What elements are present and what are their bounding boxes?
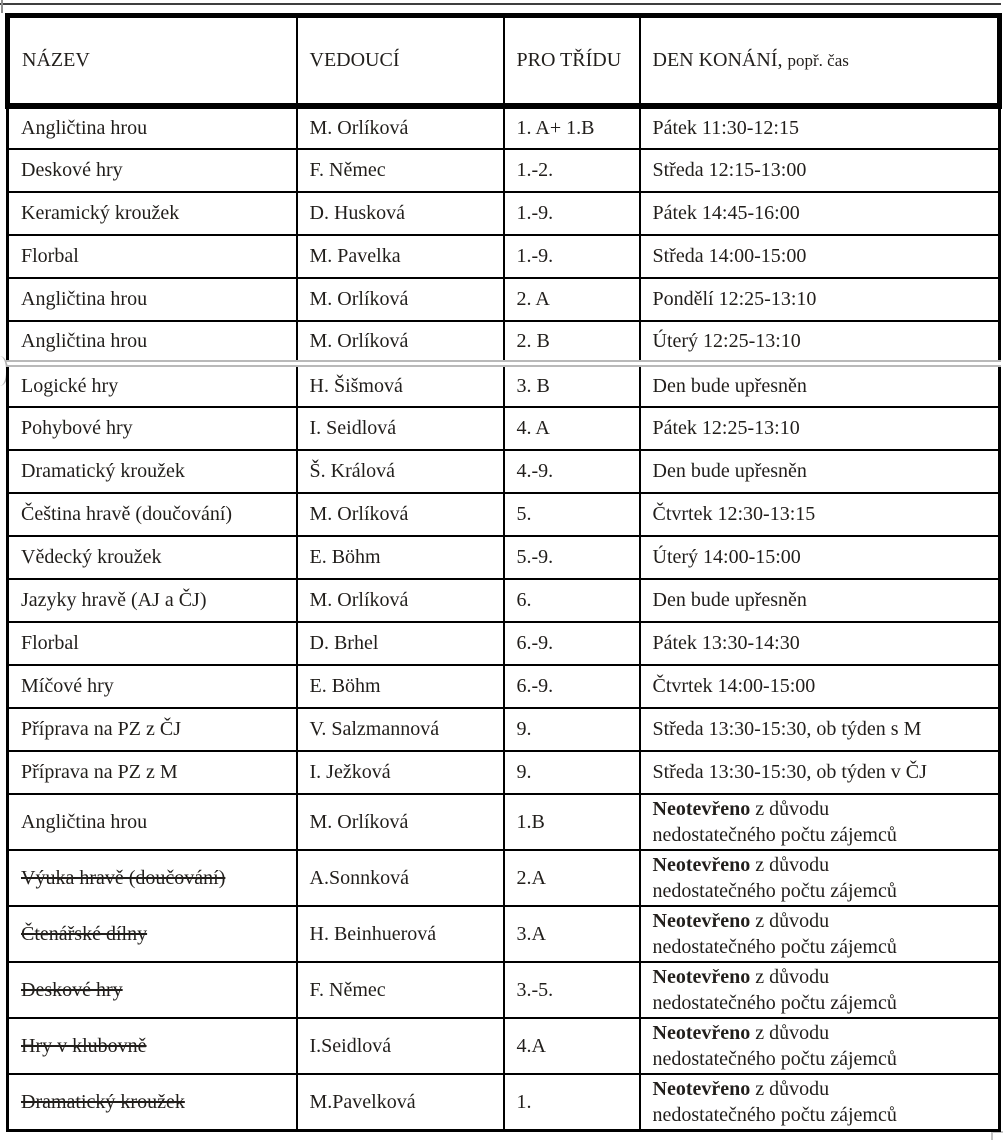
cell-club-name <box>8 906 297 962</box>
cell-grade: 3.A <box>504 906 640 962</box>
table-header <box>8 16 1000 106</box>
table-row <box>8 751 1000 794</box>
cell-grade: 9. <box>504 708 640 751</box>
cell-club-name <box>8 278 297 321</box>
club-name-text: Angličtina hrou <box>21 288 148 310</box>
cell-club-name <box>8 751 297 794</box>
column-header-nazev: NÁZEV <box>8 16 297 106</box>
cell-day: Čtvrtek 12:30-13:15 <box>640 493 1000 536</box>
club-name-text: Dramatický kroužek <box>21 1090 185 1113</box>
cell-day: Pátek 11:30-12:15 <box>640 106 1000 149</box>
cell-day: Den bude upřesněn <box>640 364 1000 407</box>
not-opened-label: Neotevřeno <box>652 965 751 988</box>
cell-day: Čtvrtek 14:00-15:00 <box>640 665 1000 708</box>
club-name-text: Angličtina hrou <box>21 810 148 833</box>
not-opened-label: Neotevřeno <box>652 853 751 876</box>
cell-day: Středa 13:30-15:30, ob týden s M <box>640 708 1000 751</box>
cell-day: Neotevřeno z důvodu nedostatečného počtu zájemců <box>640 850 1000 906</box>
cell-grade: 2. A <box>504 278 640 321</box>
cell-club-name <box>8 149 297 192</box>
cell-leader: E. Böhm <box>297 536 504 579</box>
cell-grade: 6. <box>504 579 640 622</box>
cell-club-name <box>8 665 297 708</box>
cell-day: Středa 12:15-13:00 <box>640 149 1000 192</box>
cell-leader: M. Orlíková <box>297 794 504 850</box>
table-row <box>8 962 1000 1018</box>
cell-day: Neotevřeno z důvodu nedostatečného počtu zájemců <box>640 1018 1000 1074</box>
cell-grade: 6.-9. <box>504 622 640 665</box>
cell-club-name <box>8 493 297 536</box>
not-opened-label: Neotevřeno <box>652 1021 751 1044</box>
club-name-text: Míčové hry <box>21 675 114 697</box>
club-name-text: Logické hry <box>21 375 119 398</box>
cell-grade: 1.-9. <box>504 192 640 235</box>
table-row <box>8 708 1000 751</box>
cell-day: Úterý 12:25-13:10 <box>640 321 1000 364</box>
club-name-text: Vědecký kroužek <box>21 546 162 568</box>
table-row <box>8 493 1000 536</box>
club-name-text: Výuka hravě (doučování) <box>21 866 226 889</box>
cell-club-name <box>8 579 297 622</box>
cell-grade: 1.-2. <box>504 149 640 192</box>
not-opened-label: Neotevřeno <box>652 1077 751 1100</box>
cell-leader: I.Seidlová <box>297 1018 504 1074</box>
cell-club-name <box>8 708 297 751</box>
club-name-text: Příprava na PZ z ČJ <box>21 718 181 740</box>
cell-club-name <box>8 794 297 850</box>
cell-grade: 3. B <box>504 364 640 407</box>
cell-club-name <box>8 536 297 579</box>
table-row <box>8 106 1000 149</box>
club-name-text: Čeština hravě (doučování) <box>21 503 233 525</box>
cell-leader: I. Ježková <box>297 751 504 794</box>
table-row <box>8 192 1000 235</box>
cell-leader: Š. Králová <box>297 450 504 493</box>
cell-club-name <box>8 962 297 1018</box>
table-row <box>8 235 1000 278</box>
cell-club-name <box>8 622 297 665</box>
cell-leader: F. Němec <box>297 962 504 1018</box>
cell-club-name <box>8 407 297 450</box>
table-row <box>8 407 1000 450</box>
cell-grade: 4.A <box>504 1018 640 1074</box>
column-header-den-konani-sub: popř. čas <box>787 50 849 70</box>
cell-leader: I. Seidlová <box>297 407 504 450</box>
column-header-vedouci: VEDOUCÍ <box>297 16 504 106</box>
cell-leader: E. Böhm <box>297 665 504 708</box>
cell-club-name <box>8 1074 297 1131</box>
header-row <box>8 16 1000 106</box>
table-row <box>8 149 1000 192</box>
table-row <box>8 622 1000 665</box>
club-name-text: Florbal <box>21 632 79 654</box>
cell-leader: M.Pavelková <box>297 1074 504 1131</box>
cell-leader: M. Orlíková <box>297 493 504 536</box>
cell-leader: D. Husková <box>297 192 504 235</box>
club-name-text: Florbal <box>21 245 79 267</box>
table-row <box>8 364 1000 407</box>
page-top-rule <box>0 3 1001 5</box>
cell-day: Středa 14:00-15:00 <box>640 235 1000 278</box>
club-name-text: Dramatický kroužek <box>21 460 185 482</box>
cell-grade: 3.-5. <box>504 962 640 1018</box>
cell-grade: 1.B <box>504 794 640 850</box>
column-header-pro-tridu: PRO TŘÍDU <box>504 16 640 106</box>
cell-day: Neotevřeno z důvodu nedostatečného počtu zájemců <box>640 962 1000 1018</box>
cell-day: Den bude upřesněn <box>640 450 1000 493</box>
cell-leader: M. Orlíková <box>297 321 504 364</box>
club-name-text: Keramický kroužek <box>21 202 180 224</box>
cell-club-name <box>8 1018 297 1074</box>
cell-leader: A.Sonnková <box>297 850 504 906</box>
club-name-text: Angličtina hrou <box>21 117 148 139</box>
table-row <box>8 321 1000 364</box>
table-row <box>8 906 1000 962</box>
cell-grade: 2. B <box>504 321 640 364</box>
cell-leader: M. Pavelka <box>297 235 504 278</box>
table-row <box>8 579 1000 622</box>
cell-leader: D. Brhel <box>297 622 504 665</box>
cell-day: Pátek 14:45-16:00 <box>640 192 1000 235</box>
club-name-text: Deskové hry <box>21 978 123 1001</box>
club-name-text: Jazyky hravě (AJ a ČJ) <box>21 589 207 611</box>
cell-leader: M. Orlíková <box>297 278 504 321</box>
table-row <box>8 1018 1000 1074</box>
clubs-table <box>5 13 1002 1132</box>
table-row <box>8 536 1000 579</box>
column-header-den-konani <box>640 16 1000 106</box>
cell-grade: 6.-9. <box>504 665 640 708</box>
table-row <box>8 278 1000 321</box>
cell-day: Pátek 12:25-13:10 <box>640 407 1000 450</box>
cell-leader: M. Orlíková <box>297 106 504 149</box>
cell-grade: 1.-9. <box>504 235 640 278</box>
table-row <box>8 450 1000 493</box>
cell-club-name <box>8 450 297 493</box>
cell-day: Neotevřeno z důvodu nedostatečného počtu zájemců <box>640 794 1000 850</box>
club-name-text: Čtenářské dílny <box>21 922 148 945</box>
cell-grade: 5.-9. <box>504 536 640 579</box>
cell-club-name <box>8 106 297 149</box>
club-name-text: Hry v klubovně <box>21 1034 147 1057</box>
not-opened-label: Neotevřeno <box>652 909 751 932</box>
club-name-text: Angličtina hrou <box>21 329 148 352</box>
cell-leader: H. Beinhuerová <box>297 906 504 962</box>
cell-leader: F. Němec <box>297 149 504 192</box>
cell-day: Pondělí 12:25-13:10 <box>640 278 1000 321</box>
table-body <box>8 106 1000 1131</box>
cell-day: Středa 13:30-15:30, ob týden v ČJ <box>640 751 1000 794</box>
cell-grade: 5. <box>504 493 640 536</box>
cell-day: Neotevřeno z důvodu nedostatečného počtu zájemců <box>640 1074 1000 1131</box>
cell-grade: 1. A+ 1.B <box>504 106 640 149</box>
table-row <box>8 794 1000 850</box>
cell-day: Neotevřeno z důvodu nedostatečného počtu zájemců <box>640 906 1000 962</box>
cell-club-name <box>8 850 297 906</box>
page-corner-mark <box>991 1131 1003 1140</box>
column-header-den-konani-main: DEN KONÁNÍ, <box>652 48 783 71</box>
cell-club-name <box>8 321 297 364</box>
cell-day: Den bude upřesněn <box>640 579 1000 622</box>
cell-grade: 4.-9. <box>504 450 640 493</box>
cell-club-name <box>8 192 297 235</box>
club-name-text: Pohybové hry <box>21 417 133 439</box>
cell-grade: 1. <box>504 1074 640 1131</box>
cell-club-name <box>8 235 297 278</box>
club-name-text: Příprava na PZ z M <box>21 761 178 783</box>
cell-grade: 4. A <box>504 407 640 450</box>
table-row <box>8 850 1000 906</box>
cell-leader: H. Šišmová <box>297 364 504 407</box>
cell-leader: V. Salzmannová <box>297 708 504 751</box>
cell-grade: 2.A <box>504 850 640 906</box>
not-opened-label: Neotevřeno <box>652 797 751 820</box>
cell-grade: 9. <box>504 751 640 794</box>
cell-day: Úterý 14:00-15:00 <box>640 536 1000 579</box>
club-name-text: Deskové hry <box>21 159 123 181</box>
cell-club-name <box>8 364 297 407</box>
table-row <box>8 665 1000 708</box>
cell-leader: M. Orlíková <box>297 579 504 622</box>
cell-day: Pátek 13:30-14:30 <box>640 622 1000 665</box>
table-row <box>8 1074 1000 1131</box>
page-edge-tick <box>1 0 3 13</box>
